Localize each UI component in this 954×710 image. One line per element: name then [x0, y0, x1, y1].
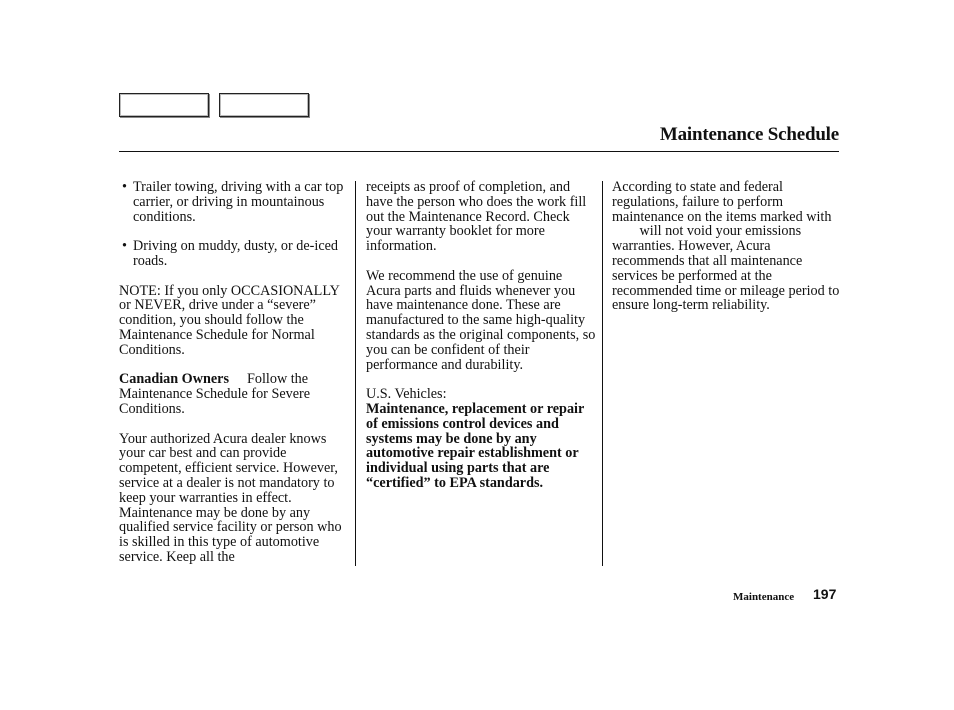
bullet-icon: •: [122, 238, 127, 255]
bullet-icon: •: [122, 179, 127, 195]
page-number: 197: [813, 586, 837, 602]
canadian-owners-heading: Canadian Owners: [119, 371, 229, 388]
note-paragraph: NOTE: If you only OCCASIONALLY or NEVER, drive under a “severe” condition, you should follow the Maintenance Schedule for Normal Conditions.: [119, 282, 340, 358]
dealer-paragraph: Your authorized Acura dealer knows your car best and can provide competent, efficient service. However, service at a dealer is not mandatory to keep your warranties in effect. Maintenance may be done by any qualified service facility or person who is skilled in this type of automotive service. Keep all the: [119, 430, 342, 565]
canadian-owners-paragraph: [119, 372, 351, 416]
previous-page-button[interactable]: [119, 93, 209, 117]
bullet-item: [119, 239, 351, 269]
column-2: [366, 180, 596, 491]
column-3: [612, 180, 842, 313]
regulations-text-part1: According to state and federal regulations, failure to perform maintenance on the items marked with: [612, 179, 832, 225]
title-rule: [119, 151, 839, 152]
us-vehicles-label: U.S. Vehicles:: [366, 386, 447, 403]
receipts-paragraph: receipts as proof of completion, and have the person who does the work fill out the Maintenance Record. Check your warranty booklet for more information.: [366, 179, 587, 255]
bullet-text-muddy: Driving on muddy, dusty, or de-iced roads.: [133, 238, 339, 269]
bullet-text-trailer: Trailer towing, driving with a car top carrier, or driving in mountainous conditions.: [133, 179, 344, 225]
regulations-text-part2: will not void your emissions warranties. However, Acura recommends that all maintenance services be performed at the recommended time or mileage period to ensure long-term reliability.: [612, 223, 840, 314]
bullet-item: [119, 180, 351, 224]
page-title: Maintenance Schedule: [659, 124, 839, 145]
us-vehicles-bold-text: Maintenance, replacement or repair of emissions control devices and systems may be done by any automotive repair establishment or individual using parts that are “certified” to EPA standards.: [366, 400, 585, 491]
regulations-paragraph: [612, 180, 842, 313]
column-1: [119, 180, 351, 565]
column-divider: [602, 181, 603, 566]
next-page-button[interactable]: [219, 93, 309, 117]
column-divider: [355, 181, 356, 566]
footer-section-label: Maintenance: [733, 591, 795, 603]
canadian-owners-text: Follow the Maintenance Schedule for Severe Conditions.: [119, 371, 311, 417]
genuine-parts-paragraph: We recommend the use of genuine Acura parts and fluids whenever you have maintenance done. These are manufactured to the same high-quality standards as the original components, so you can be confident of their performance and durability.: [366, 267, 596, 373]
